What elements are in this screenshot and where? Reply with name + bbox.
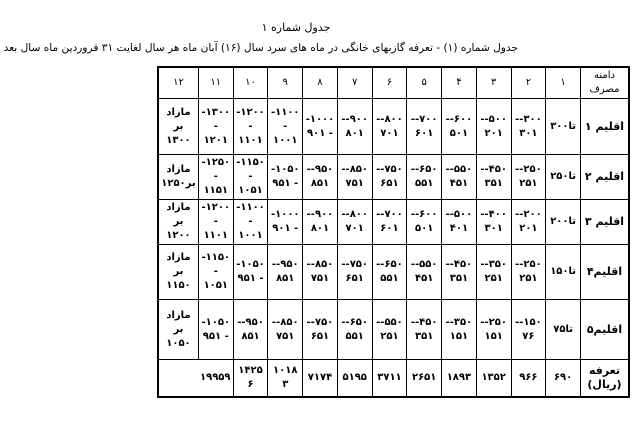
range-cell: ۴۵۰-- ۳۵۱ [406, 300, 441, 360]
range-cell: ۷۵۰-- ۶۵۱ [372, 155, 407, 200]
column-header: ۱۱ [198, 68, 233, 99]
range-cell: ۱۲۰۰-- ۱۱۰۱ [198, 200, 233, 245]
range-cell: ۵۵۰-- ۲۵۱ [372, 300, 407, 360]
tariff-value: ۱۸۹۳ [441, 360, 476, 396]
table-caption: جدول شماره ۱ [261, 21, 331, 34]
range-cell: ۸۵۰-- ۷۵۱ [267, 300, 302, 360]
table-row [159, 200, 628, 245]
range-cell: تا۳۰۰ [545, 99, 580, 155]
range-cell: ۹۵۰-- ۸۵۱ [267, 245, 302, 300]
tariff-value: ۲۶۵۱ [406, 360, 441, 396]
range-cell: ۶۰۰-- ۵۰۱ [406, 200, 441, 245]
region-label: اقلیم ۳ [580, 200, 628, 245]
range-cell: مازاد بر۱۲۵۰ [159, 155, 198, 200]
region-label: اقلیم۵ [580, 300, 628, 360]
column-header: ۶ [372, 68, 407, 99]
range-cell: ۱۳۰۰-- ۱۲۰۱ [198, 99, 233, 155]
tariff-row [159, 360, 628, 396]
range-cell: ۱۱۵۰-- ۱۰۵۱ [233, 155, 268, 200]
range-cell: ۵۰۰-- ۴۰۱ [441, 200, 476, 245]
range-cell: ۱۱۵۰-- ۱۰۵۱ [198, 245, 233, 300]
range-cell: ۹۰۰-- ۸۰۱ [302, 200, 337, 245]
region-label: اقلیم ۲ [580, 155, 628, 200]
range-cell: ۶۵۰-- ۵۵۱ [372, 245, 407, 300]
range-cell: مازاد بر ۱۲۰۰ [159, 200, 198, 245]
range-cell: ۷۰۰-- ۶۰۱ [372, 200, 407, 245]
range-cell: ۱۰۵۰-- ۹۵۱ [198, 300, 233, 360]
column-header: ۱۰ [233, 68, 268, 99]
range-cell: ۴۵۰-- ۳۵۱ [441, 245, 476, 300]
tariff-value: ۶۹۰ [545, 360, 580, 396]
table-row [159, 99, 628, 155]
column-header: ۱ [545, 68, 580, 99]
tariff-value: ۱۳۵۲ [476, 360, 511, 396]
range-cell: ۲۰۰-- ۲۰۱ [511, 200, 546, 245]
column-header: ۲ [511, 68, 546, 99]
table-row [159, 155, 628, 200]
tariff-value: ۷۱۷۴ [302, 360, 337, 396]
table-row [159, 300, 628, 360]
range-cell: ۹۰۰-- ۸۰۱ [337, 99, 372, 155]
range-cell: ۷۵۰-- ۶۵۱ [302, 300, 337, 360]
tariff-value: ۱۰۱۸۳ [267, 360, 302, 396]
range-cell: ۶۵۰-- ۵۵۱ [406, 155, 441, 200]
range-cell: ۹۵۰-- ۸۵۱ [302, 155, 337, 200]
range-cell: ۲۵۰-- ۱۵۱ [476, 300, 511, 360]
range-cell: ۱۱۰۰-- ۱۰۰۱ [233, 200, 268, 245]
range-cell: ۱۰۵۰-- ۹۵۱ [267, 155, 302, 200]
range-cell: ۳۵۰-- ۱۵۱ [441, 300, 476, 360]
range-cell: ۵۵۰-- ۴۵۱ [441, 155, 476, 200]
range-cell: ۹۵۰-- ۸۵۱ [233, 300, 268, 360]
table-row [159, 245, 628, 300]
range-cell: ۳۵۰-- ۲۵۱ [476, 245, 511, 300]
tariff-value: ۱۴۲۵۶ [233, 360, 268, 396]
column-header: ۱۲ [159, 68, 198, 99]
column-header-usage-range: دامنه مصرف [580, 68, 628, 99]
range-cell: ۱۱۰۰-- ۱۰۰۱ [267, 99, 302, 155]
column-header: ۵ [406, 68, 441, 99]
range-cell: تا۲۵۰ [545, 155, 580, 200]
range-cell: ۱۰۰۰-- ۹۰۱ [267, 200, 302, 245]
range-cell: ۷۰۰-- ۶۰۱ [406, 99, 441, 155]
header-row [159, 68, 628, 99]
column-header: ۸ [302, 68, 337, 99]
column-header: ۴ [441, 68, 476, 99]
range-cell: مازاد بر ۱۱۵۰ [159, 245, 198, 300]
tariff-value: ۹۶۶ [511, 360, 546, 396]
range-cell: ۶۵۰-- ۵۵۱ [337, 300, 372, 360]
range-cell: ۸۵۰-- ۷۵۱ [302, 245, 337, 300]
range-cell: ۴۰۰-- ۳۰۱ [476, 200, 511, 245]
range-cell: مازاد بر ۱۰۵۰ [159, 300, 198, 360]
range-cell: ۱۲۵۰-- ۱۱۵۱ [198, 155, 233, 200]
table-subtitle: جدول شماره (۱) - تعرفه گازبهای خانگی در ماه های سرد سال (۱۶) آبان ماه هر سال لغایت ۳۱ فروردین ماه سال بعد [3, 42, 518, 54]
range-cell: ۳۰۰-- ۳۰۱ [511, 99, 546, 155]
range-cell: ۱۵۰-- ۷۶ [511, 300, 546, 360]
region-label: اقلیم۴ [580, 245, 628, 300]
gas-tariff-table [157, 66, 630, 398]
range-cell: ۴۵۰-- ۳۵۱ [476, 155, 511, 200]
range-cell: ۲۵۰-- ۲۵۱ [511, 155, 546, 200]
column-header: ۹ [267, 68, 302, 99]
range-cell: تا۷۵ [545, 300, 580, 360]
range-cell: ۶۰۰-- ۵۰۱ [441, 99, 476, 155]
range-cell: ۲۵۰-- ۲۵۱ [511, 245, 546, 300]
range-cell: ۸۵۰-- ۷۵۱ [337, 155, 372, 200]
tariff-value: ۳۷۱۱ [372, 360, 407, 396]
tariff-value: ۱۹۹۵۹ [200, 372, 231, 383]
tariff-label: تعرفه (ریال) [580, 360, 628, 396]
tariff-value: ۵۱۹۵ [337, 360, 372, 396]
range-cell: ۵۰۰-- ۲۰۱ [476, 99, 511, 155]
range-cell: ۵۵۰-- ۴۵۱ [406, 245, 441, 300]
range-cell: تا۱۵۰ [545, 245, 580, 300]
range-cell: تا۲۰۰ [545, 200, 580, 245]
range-cell: ۷۵۰-- ۶۵۱ [337, 245, 372, 300]
range-cell: ۸۰۰-- ۷۰۱ [337, 200, 372, 245]
range-cell: ۱۲۰۰-- ۱۱۰۱ [233, 99, 268, 155]
column-header: ۳ [476, 68, 511, 99]
region-label: اقلیم ۱ [580, 99, 628, 155]
range-cell: ۱۰۵۰-- ۹۵۱ [233, 245, 268, 300]
range-cell: ۱۰۰۰-- ۹۰۱ [302, 99, 337, 155]
range-cell: مازاد بر ۱۳۰۰ [159, 99, 198, 155]
column-header: ۷ [337, 68, 372, 99]
range-cell: ۸۰۰-- ۷۰۱ [372, 99, 407, 155]
